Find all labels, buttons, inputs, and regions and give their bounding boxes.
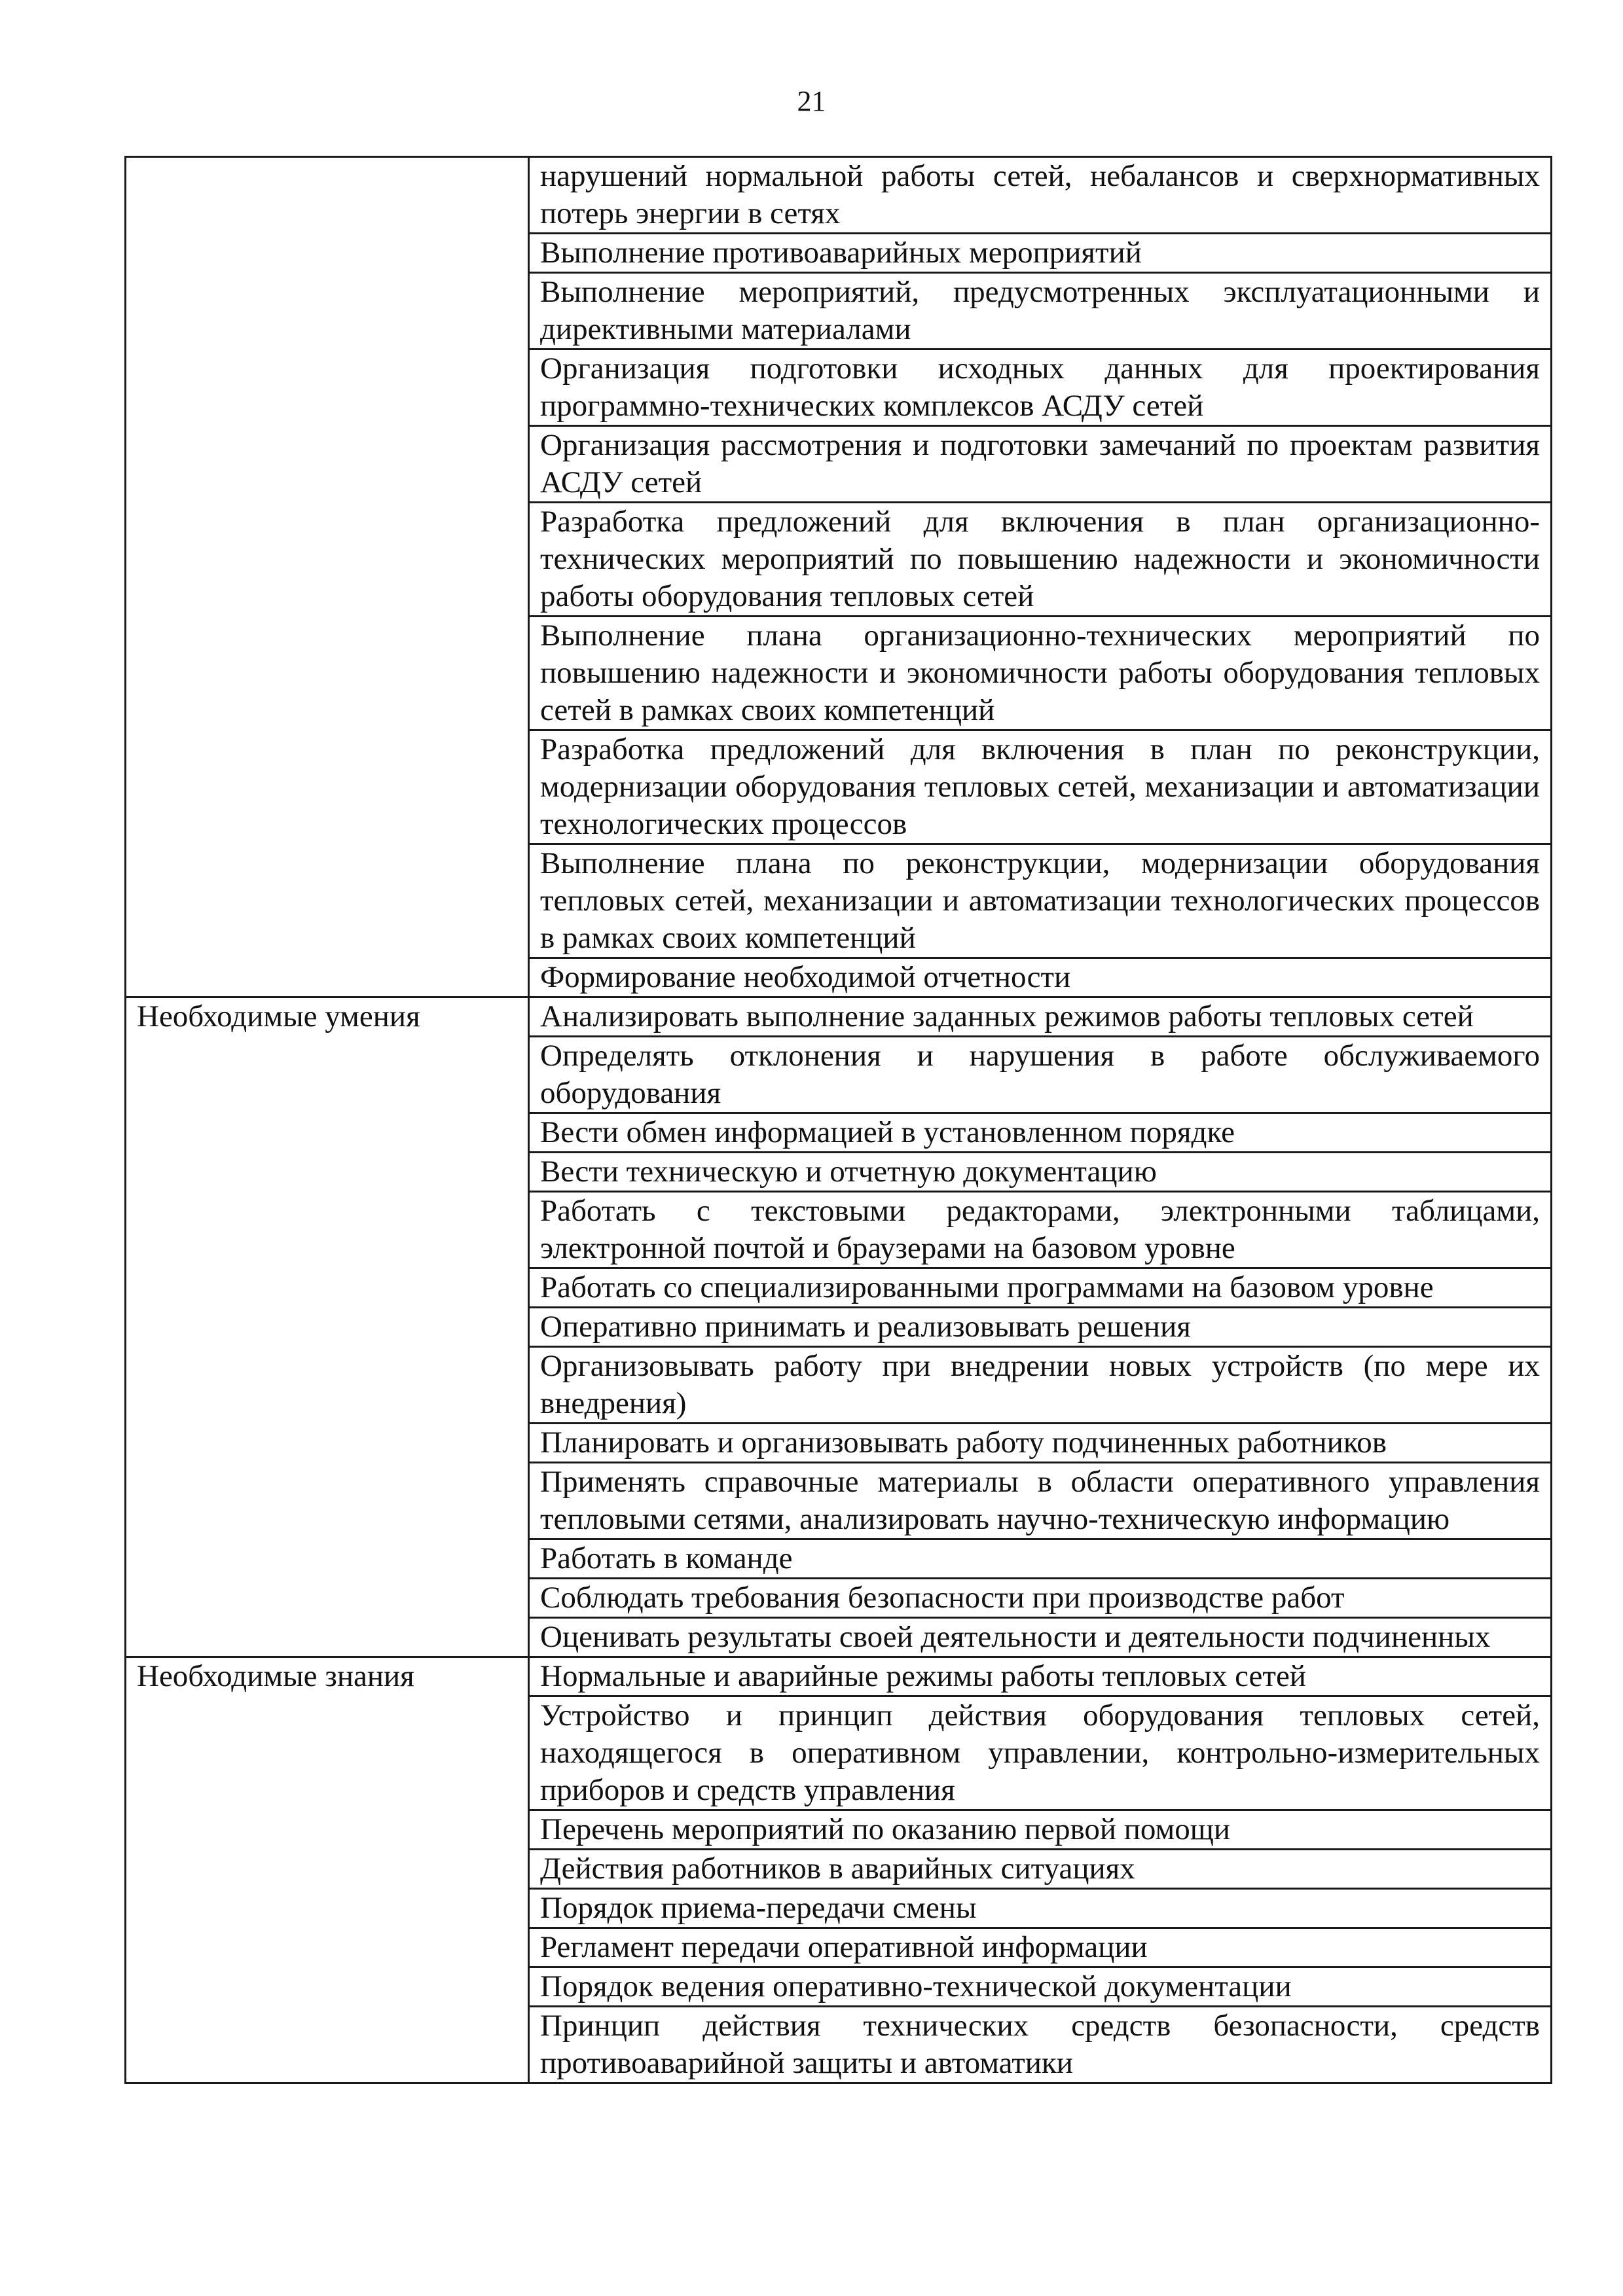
- requirement-item: Определять отклонения и нарушения в работе обслуживаемого оборудования: [529, 1037, 1552, 1113]
- requirement-item: Применять справочные материалы в области оперативного управления тепловыми сетями, анализировать научно-техническую информацию: [529, 1463, 1552, 1539]
- requirement-item: Организация подготовки исходных данных для проектирования программно-технических комплексов АСДУ сетей: [529, 350, 1552, 426]
- requirement-item: Работать в команде: [529, 1539, 1552, 1579]
- requirement-item: Работать с текстовыми редакторами, электронными таблицами, электронной почтой и браузерами на базовом уровне: [529, 1192, 1552, 1268]
- requirement-item: Оперативно принимать и реализовывать решения: [529, 1308, 1552, 1347]
- requirement-item: Планировать и организовывать работу подчиненных работников: [529, 1424, 1552, 1463]
- category-cell: [126, 157, 529, 997]
- requirement-item: Организовывать работу при внедрении новых устройств (по мере их внедрения): [529, 1347, 1552, 1424]
- requirement-item: Разработка предложений для включения в план организационно-технических мероприятий по повышению надежности и экономичности работы оборудования тепловых сетей: [529, 503, 1552, 617]
- requirement-item: Выполнение мероприятий, предусмотренных эксплуатационными и директивными материалами: [529, 273, 1552, 350]
- requirement-item: Организация рассмотрения и подготовки замечаний по проектам развития АСДУ сетей: [529, 426, 1552, 503]
- requirement-item: Принцип действия технических средств безопасности, средств противоаварийной защиты и автоматики: [529, 2007, 1552, 2083]
- requirement-item: Нормальные и аварийные режимы работы тепловых сетей: [529, 1657, 1552, 1696]
- requirement-item: нарушений нормальной работы сетей, небалансов и сверхнормативных потерь энергии в сетях: [529, 157, 1552, 234]
- requirement-item: Устройство и принцип действия оборудования тепловых сетей, находящегося в оперативном управлении, контрольно-измерительных приборов и средств управления: [529, 1696, 1552, 1810]
- requirement-item: Оценивать результаты своей деятельности и деятельности подчиненных: [529, 1618, 1552, 1657]
- requirements-table-body: [126, 157, 1552, 2083]
- requirement-item: Порядок ведения оперативно-технической документации: [529, 1967, 1552, 2007]
- requirement-item: Соблюдать требования безопасности при производстве работ: [529, 1579, 1552, 1618]
- requirement-item: Вести техническую и отчетную документацию: [529, 1153, 1552, 1192]
- requirement-item: Выполнение плана по реконструкции, модернизации оборудования тепловых сетей, механизации и автоматизации технологических процессов в рамках своих компетенций: [529, 844, 1552, 958]
- requirement-item: Порядок приема-передачи смены: [529, 1889, 1552, 1928]
- requirements-table: [124, 156, 1552, 2084]
- table-row: [126, 997, 1552, 1037]
- table-row: [126, 1657, 1552, 1696]
- requirement-item: Действия работников в аварийных ситуациях: [529, 1850, 1552, 1889]
- category-cell: Необходимые умения: [126, 997, 529, 1657]
- requirement-item: Вести обмен информацией в установленном порядке: [529, 1113, 1552, 1153]
- requirement-item: Анализировать выполнение заданных режимов работы тепловых сетей: [529, 997, 1552, 1037]
- requirement-item: Работать со специализированными программами на базовом уровне: [529, 1268, 1552, 1308]
- requirement-item: Регламент передачи оперативной информации: [529, 1928, 1552, 1967]
- page-number: 21: [797, 85, 826, 117]
- requirement-item: Формирование необходимой отчетности: [529, 958, 1552, 997]
- category-cell: Необходимые знания: [126, 1657, 529, 2083]
- requirement-item: Разработка предложений для включения в план по реконструкции, модернизации оборудования тепловых сетей, механизации и автоматизации технологических процессов: [529, 730, 1552, 844]
- requirement-item: Перечень мероприятий по оказанию первой помощи: [529, 1810, 1552, 1850]
- requirement-item: Выполнение противоаварийных мероприятий: [529, 234, 1552, 273]
- table-row: [126, 157, 1552, 234]
- requirement-item: Выполнение плана организационно-технических мероприятий по повышению надежности и экономичности работы оборудования тепловых сетей в рамках своих компетенций: [529, 617, 1552, 730]
